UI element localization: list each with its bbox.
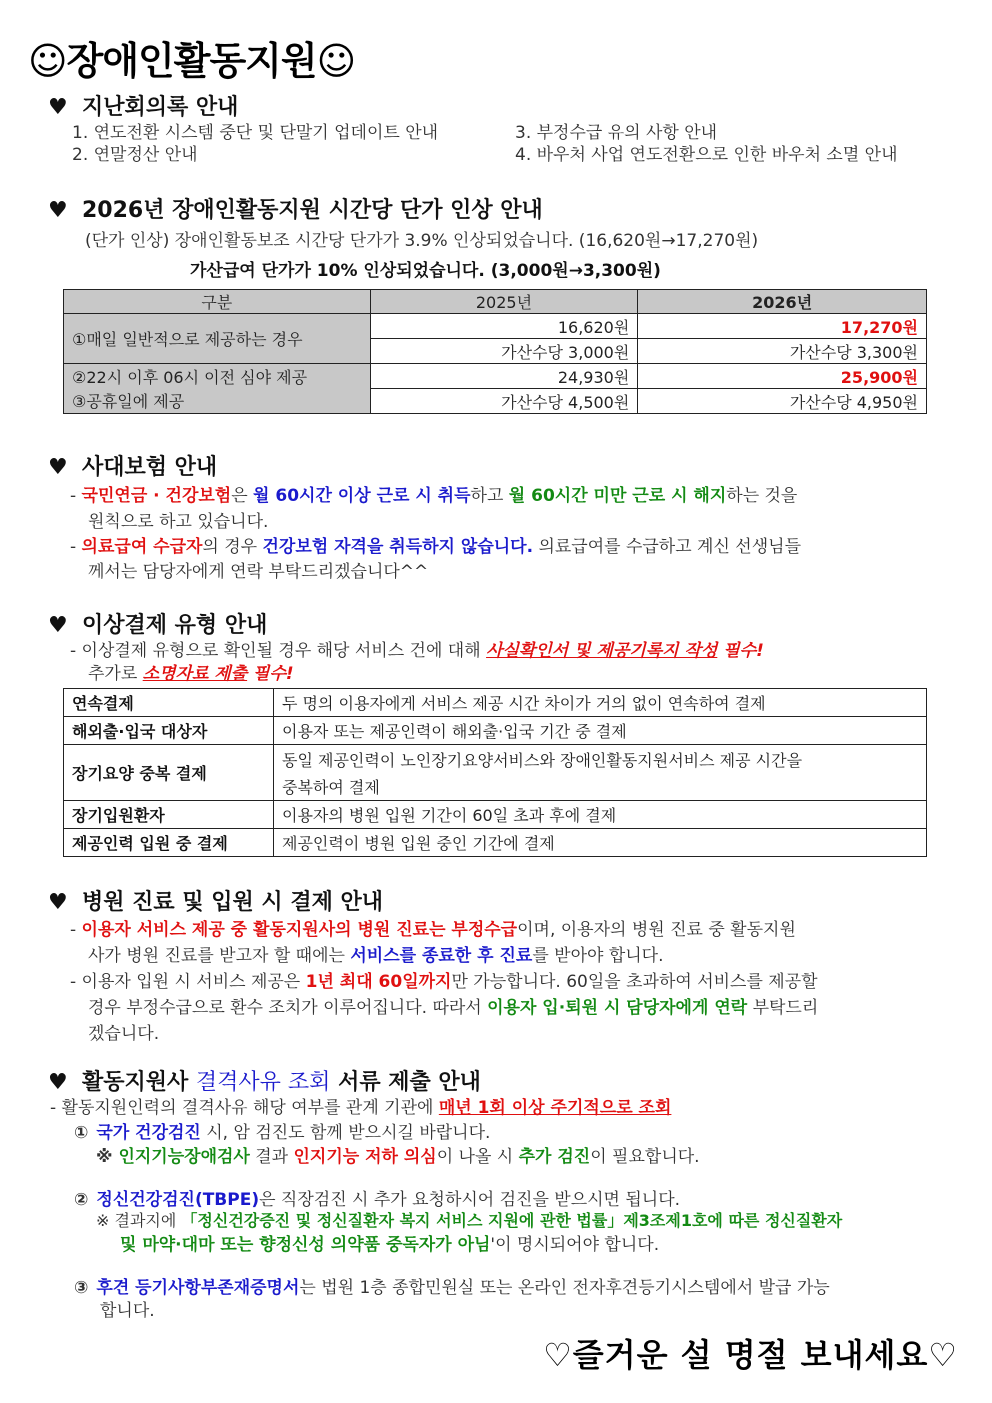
type-cell: 장기입원환자	[64, 801, 274, 829]
table-cell: 가산수당 3,000원	[370, 339, 638, 364]
row-label: ②22시 이후 06시 이전 심야 제공	[64, 364, 371, 389]
page-title: ☺장애인활동지원☺	[28, 39, 356, 83]
type-cell: 제공인력 입원 중 결제	[64, 829, 274, 857]
mental-health-note-cont: 및 마약·대마 또는 향정신성 의약품 중독자가 아님'이 명시되어야 합니다.	[120, 1235, 660, 1255]
health-check-item: ① 국가 건강검진 시, 암 검진도 함께 받으시길 바랍니다.	[74, 1123, 491, 1143]
health-check-note: ※ 인지기능장애검사 결과 인지기능 저하 의심이 나올 시 추가 검진이 필요합니다.	[96, 1147, 700, 1167]
mental-health-item: ② 정신건강검진(TBPE)은 직장검진 시 추가 요청하시어 검진을 받으시면 됩니다.	[74, 1190, 681, 1210]
abnormal-note-1: - 이상결제 유형으로 확인될 경우 해당 서비스 건에 대해 사실확인서 및 제공기록지 작성 필수!	[70, 641, 764, 661]
heart-icon: ♥	[48, 198, 68, 223]
table-cell: 가산수당 4,500원	[370, 389, 638, 414]
table-cell: 가산수당 4,950원	[638, 389, 927, 414]
description-cell: 동일 제공인력이 노인장기요양서비스와 장애인활동지원서비스 제공 시간을 중복하여 결제	[274, 745, 927, 801]
column-header: 2026년	[638, 290, 927, 314]
table-cell: 24,930원	[370, 364, 638, 389]
insurance-bullet-1-cont: 원칙으로 하고 있습니다.	[88, 512, 269, 532]
table-row	[64, 689, 927, 717]
hospital-bullet-2-cont: 경우 부정수급으로 환수 조치가 이루어집니다. 따라서 이용자 입·퇴원 시 담당자에게 연락 부탁드리	[88, 998, 819, 1018]
section-previous-minutes-heading: ♥ 지난회의록 안내	[48, 95, 239, 120]
description-cell: 제공인력이 병원 입원 중인 기간에 결제	[274, 829, 927, 857]
section-rate-heading: ♥ 2026년 장애인활동지원 시간당 단가 인상 안내	[48, 198, 543, 223]
description-cell: 두 명의 이용자에게 서비스 제공 시간 차이가 거의 없이 연속하여 결제	[274, 689, 927, 717]
section-insurance-heading: ♥ 사대보험 안내	[48, 455, 218, 480]
list-item: 3. 부정수급 유의 사항 안내	[515, 123, 718, 143]
column-header: 2025년	[370, 290, 638, 314]
type-cell: 장기요양 중복 결제	[64, 745, 274, 801]
closing-greeting: ♡즐거운 설 명절 보내세요♡	[543, 1336, 958, 1374]
table-row	[64, 801, 927, 829]
column-header: 구분	[64, 290, 371, 314]
hospital-bullet-2: - 이용자 입원 시 서비스 제공은 1년 최대 60일까지만 가능합니다. 60일을 초과하여 서비스를 제공할	[70, 972, 818, 992]
row-label: ①매일 일반적으로 제공하는 경우	[64, 314, 371, 364]
rate-increase-text: (단가 인상) 장애인활동보조 시간당 단가가 3.9% 인상되었습니다. (16,620원→17,270원)	[85, 231, 759, 251]
section-hospital-heading: ♥ 병원 진료 및 입원 시 결제 안내	[48, 890, 383, 915]
list-item: 2. 연말정산 안내	[72, 145, 198, 165]
heart-icon: ♥	[48, 455, 68, 480]
table-row	[64, 389, 927, 414]
hospital-bullet-1-cont: 사가 병원 진료를 받고자 할 때에는 서비스를 종료한 후 진료를 받아야 합니다.	[88, 946, 664, 966]
abnormal-note-2: 추가로 소명자료 제출 필수!	[88, 664, 294, 684]
table-row	[64, 829, 927, 857]
table-header-row	[64, 290, 927, 314]
abnormal-payment-table	[63, 688, 927, 857]
type-cell: 해외출·입국 대상자	[64, 717, 274, 745]
rate-table	[63, 289, 927, 414]
table-row	[64, 745, 927, 801]
guardianship-item: ③ 후견 등기사항부존재증명서는 법원 1층 종합민원실 또는 온라인 전자후견등기시스템에서 발급 가능	[74, 1278, 830, 1298]
heart-icon: ♥	[48, 613, 68, 638]
surcharge-increase-text: 가산급여 단가가 10% 인상되었습니다. (3,000원→3,300원)	[190, 261, 661, 281]
section-abnormal-payment-heading: ♥ 이상결제 유형 안내	[48, 613, 268, 638]
table-row	[64, 717, 927, 745]
section-disqualification-heading: ♥ 활동지원사 결격사유 조회 서류 제출 안내	[48, 1070, 481, 1095]
table-cell: 25,900원	[638, 364, 927, 389]
insurance-bullet-2: - 의료급여 수급자의 경우 건강보험 자격을 취득하지 않습니다. 의료급여를 수급하고 계신 선생님들	[70, 537, 801, 557]
type-cell: 연속결제	[64, 689, 274, 717]
heart-icon: ♥	[48, 1070, 68, 1095]
list-item: 4. 바우처 사업 연도전환으로 인한 바우처 소멸 안내	[515, 145, 898, 165]
description-cell: 이용자 또는 제공인력이 해외출·입국 기간 중 결제	[274, 717, 927, 745]
heart-icon: ♥	[48, 890, 68, 915]
hospital-bullet-1: - 이용자 서비스 제공 중 활동지원사의 병원 진료는 부정수급이며, 이용자의 병원 진료 중 활동지원	[70, 920, 796, 940]
insurance-bullet-2-cont: 께서는 담당자에게 연락 부탁드리겠습니다^^	[88, 562, 429, 582]
heart-icon: ♥	[48, 95, 68, 120]
table-cell: 가산수당 3,300원	[638, 339, 927, 364]
table-cell: 17,270원	[638, 314, 927, 339]
hospital-bullet-2-cont2: 겠습니다.	[88, 1024, 160, 1044]
table-row	[64, 364, 927, 389]
table-cell: 16,620원	[370, 314, 638, 339]
list-item: 1. 연도전환 시스템 중단 및 단말기 업데이트 안내	[72, 123, 439, 143]
mental-health-note: ※ 결과지에 「정신건강증진 및 정신질환자 복지 서비스 지원에 관한 법률」제3조제1호에 따른 정신질환자	[96, 1211, 843, 1230]
table-row	[64, 314, 927, 339]
disqualification-intro: - 활동지원인력의 결격사유 해당 여부를 관계 기관에 매년 1회 이상 주기적으로 조회	[50, 1098, 672, 1118]
row-label: ③공휴일에 제공	[64, 389, 371, 414]
description-cell: 이용자의 병원 입원 기간이 60일 초과 후에 결제	[274, 801, 927, 829]
guardianship-item-cont: 합니다.	[100, 1301, 155, 1321]
insurance-bullet-1: - 국민연금 · 건강보험은 월 60시간 이상 근로 시 취득하고 월 60시간 미만 근로 시 해지하는 것을	[70, 486, 798, 506]
